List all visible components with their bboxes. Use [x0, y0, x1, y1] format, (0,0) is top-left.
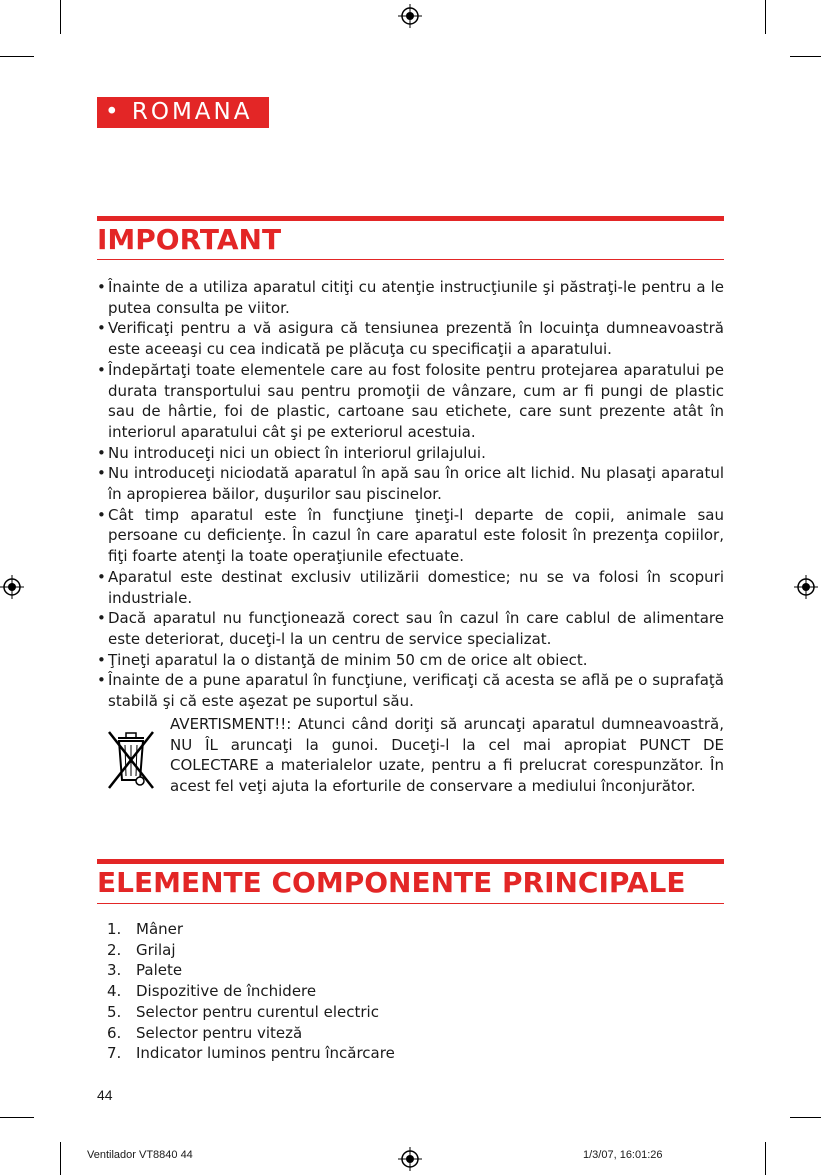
list-item: • Verificaţi pentru a vă asigura că tensiunea prezentă în locuinţa dumneavoastră este aceeaşi cu cea indicată pe plăcuţa cu specificaţii a aparatului. [97, 318, 724, 359]
footer-file-label: Ventilador VT8840 44 [87, 1149, 193, 1161]
disposal-warning [97, 714, 724, 824]
list-item: • Înainte de a utiliza aparatul citiţi cu atenţie instrucţiunile şi păstraţi-le pentru a le putea consulta pe viitor. [97, 277, 724, 318]
list-item [107, 981, 395, 1002]
list-item: • Ţineţi aparatul la o distanţă de minim 50 cm de orice alt obiect. [97, 650, 724, 671]
registration-mark-icon [398, 1147, 422, 1171]
list-item: • Dacă aparatul nu funcţionează corect sau în cazul în care cablul de alimentare este deteriorat, duceţi-l la un centru de service specializat. [97, 608, 724, 649]
page-number: 44 [97, 1087, 113, 1103]
list-item [107, 1023, 395, 1044]
item-number: 7. [107, 1044, 122, 1063]
list-item [107, 940, 395, 961]
list-item [107, 1002, 395, 1023]
crop-mark [60, 1142, 61, 1175]
crop-mark [765, 0, 766, 34]
crossed-out-bin-icon [107, 730, 155, 792]
item-label: Selector pentru curentul electric [136, 1002, 379, 1021]
registration-mark-icon [794, 575, 818, 599]
list-item: • Nu introduceţi niciodată aparatul în apă sau în orice alt lichid. Nu plasaţi aparatul în apropierea băilor, duşurilor sau piscinelor. [97, 463, 724, 504]
language-tab: • ROMANA [97, 97, 269, 128]
item-label: Selector pentru viteză [136, 1023, 303, 1042]
crop-mark [790, 1117, 821, 1118]
list-item: • Aparatul este destinat exclusiv utilizării domestice; nu se va folosi în scopuri industriale. [97, 567, 724, 608]
important-list [97, 277, 724, 712]
list-item: • Înainte de a pune aparatul în funcţiune, verificaţi că acesta se află pe o suprafaţă stabilă şi că este aşezat pe suportul său. [97, 670, 724, 711]
registration-mark-icon [398, 4, 422, 28]
footer-timestamp: 1/3/07, 16:01:26 [583, 1149, 663, 1161]
item-number: 1. [107, 920, 122, 938]
item-label: Indicator luminos pentru încărcare [136, 1044, 395, 1063]
crop-mark [60, 0, 61, 34]
list-item: • Nu introduceţi nici un obiect în interiorul grilajului. [97, 443, 724, 464]
list-item [107, 1043, 395, 1064]
list-item: • Cât timp aparatul este în funcţiune ţineţi-l departe de copii, animale sau persoane cu deficienţe. În cazul în care aparatul este folosit în prezenţa copiilor, fiţi foarte atenţi la toate operaţiunile efectuate. [97, 505, 724, 567]
important-heading: IMPORTANT [97, 216, 724, 260]
item-number: 3. [107, 961, 122, 980]
item-number: 5. [107, 1002, 122, 1021]
registration-mark-icon [0, 575, 24, 599]
crop-mark [0, 1117, 34, 1118]
components-list [107, 919, 395, 1064]
list-item [107, 960, 395, 981]
item-label: Dispozitive de închidere [136, 982, 317, 1001]
list-item: • Îndepărtaţi toate elementele care au fost folosite pentru protejarea aparatului pe durata transportului sau pentru promoţii de vânzare, cum ar fi pungi de plastic sau de hârtie, foi de plastic, cartoane sau etichete, care sunt prezente atât în interiorul aparatului cât şi pe exteriorul acestuia. [97, 360, 724, 443]
components-heading: ELEMENTE COMPONENTE PRINCIPALE [97, 859, 724, 904]
crop-mark [765, 1142, 766, 1175]
item-label: Grilaj [136, 940, 176, 959]
crop-mark [790, 56, 821, 57]
item-number: 2. [107, 940, 122, 959]
warning-text: AVERTISMENT!!: Atunci când doriţi să aruncaţi aparatul dumneavoastră, NU ÎL aruncaţi la gunoi. Duceţi-l la cel mai apropiat PUNCT DE COLECTARE a materialelor uzate, pentru a fi prelucrat corespunzător. În acest fel veţi ajuta la eforturile de conservare a mediului înconjurător. [170, 715, 724, 796]
crop-mark [0, 56, 34, 57]
item-number: 4. [107, 982, 122, 1001]
item-label: Palete [136, 961, 183, 980]
item-number: 6. [107, 1023, 122, 1042]
list-item [107, 919, 395, 940]
item-label: Mâner [136, 920, 184, 938]
